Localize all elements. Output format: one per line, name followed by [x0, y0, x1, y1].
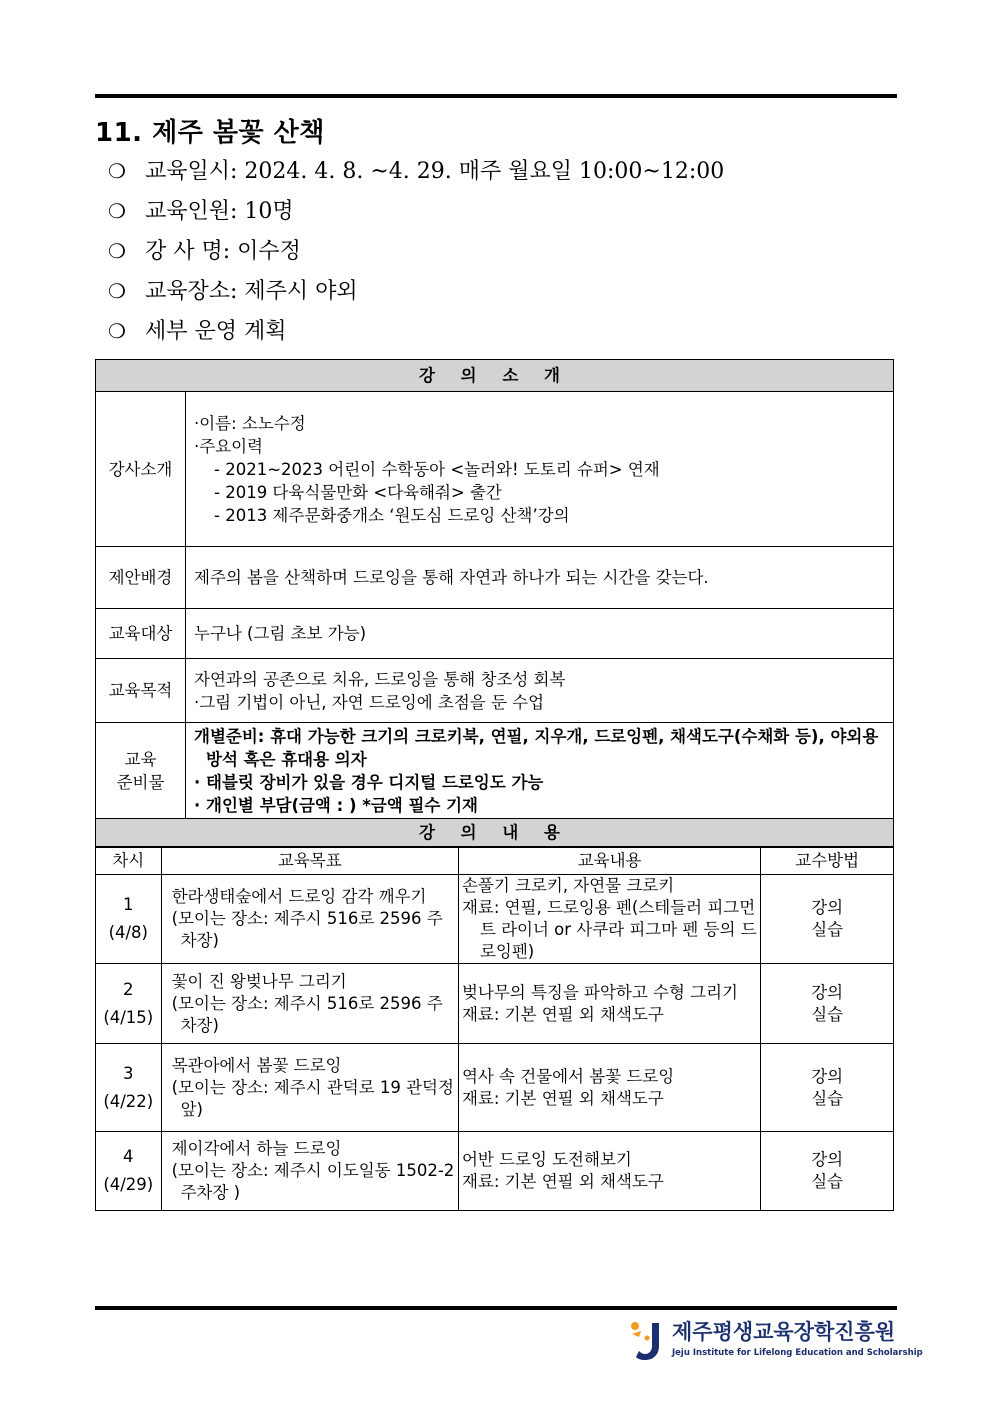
method-cell: 강의 실습: [761, 964, 893, 1044]
goal-cell: 꽃이 진 왕벚나무 그리기 (모이는 장소: 제주시 516로 2596 주차장): [161, 964, 458, 1044]
label-instructor: 강사소개: [96, 392, 186, 547]
session-cell: 2 (4/15): [96, 964, 161, 1044]
label-target: 교육대상: [96, 609, 186, 659]
circle-bullet-icon: ❍: [108, 239, 126, 263]
bottom-rule: [95, 1306, 897, 1310]
section-title-intro: 강 의 소 개: [96, 360, 894, 392]
content-cell: 벚나무의 특징을 파악하고 수형 그리기 재료: 기본 연필 외 채색도구: [458, 964, 760, 1044]
content-cell: 역사 속 건물에서 봄꽃 드로잉 재료: 기본 연필 외 채색도구: [458, 1044, 760, 1132]
goal-text: 자연과의 공존으로 치유, 드로잉을 통해 창조성 회복 ·그림 기법이 아닌, 자연 드로잉에 초점을 둔 수업: [186, 659, 894, 723]
content-cell: 손풀기 크로키, 자연물 크로키 재료: 연필, 드로잉용 펜(스테들러 피그먼트 라이너 or 사쿠라 피그마 펜 등의 드로잉펜): [458, 875, 760, 964]
top-rule: [95, 94, 897, 98]
summary-place: ❍ 교육장소: 제주시 야외: [108, 272, 724, 312]
background-text: 제주의 봄을 산책하며 드로잉을 통해 자연과 하나가 되는 시간을 갖는다.: [186, 547, 894, 609]
plan-table: [95, 359, 894, 1211]
column-header-session: 차시: [96, 848, 161, 875]
schedule-table: [96, 847, 893, 1210]
table-row: [96, 1044, 893, 1132]
logo-text: [672, 1318, 923, 1359]
schedule-container: [96, 847, 894, 1211]
goal-cell: 한라생태숲에서 드로잉 감각 깨우기 (모이는 장소: 제주시 516로 2596 주차장): [161, 875, 458, 964]
column-header-goal: 교육목표: [161, 848, 458, 875]
label-background: 제안배경: [96, 547, 186, 609]
summary-schedule: ❍ 교육일시: 2024. 4. 8. ~4. 29. 매주 월요일 10:00~12:00: [108, 152, 724, 192]
jeju-logo-icon: [628, 1318, 666, 1362]
goal-cell: 목관아에서 봄꽃 드로잉 (모이는 장소: 제주시 관덕로 19 관덕정 앞): [161, 1044, 458, 1132]
method-cell: 강의 실습: [761, 1132, 893, 1210]
content-cell: 어반 드로잉 도전해보기 재료: 기본 연필 외 채색도구: [458, 1132, 760, 1210]
org-name-korean: 제주평생교육장학진흥원: [672, 1320, 896, 1344]
table-row: [96, 1132, 893, 1210]
summary-instructor: ❍ 강 사 명: 이수정: [108, 232, 724, 272]
circle-bullet-icon: ❍: [108, 279, 126, 303]
org-name-english: Jeju Institute for Lifelong Education and Scholarship: [672, 1348, 923, 1358]
table-row: [96, 964, 893, 1044]
target-text: 누구나 (그림 초보 가능): [186, 609, 894, 659]
label-materials: 교육 준비물: [96, 723, 186, 819]
method-cell: 강의 실습: [761, 1044, 893, 1132]
session-cell: 1 (4/8): [96, 875, 161, 964]
session-cell: 3 (4/22): [96, 1044, 161, 1132]
circle-bullet-icon: ❍: [108, 319, 126, 343]
label-goal: 교육목적: [96, 659, 186, 723]
table-row: [96, 875, 893, 964]
page-title: 11. 제주 봄꽃 산책: [95, 118, 325, 148]
column-header-content: 교육내용: [458, 848, 760, 875]
summary-plan: ❍ 세부 운영 계획: [108, 312, 724, 352]
summary-list: [108, 152, 724, 352]
materials-text: 개별준비: 휴대 가능한 크기의 크로키북, 연필, 지우개, 드로잉펜, 채색도구(수채화 등), 야외용 방석 혹은 휴대용 의자 · 태블릿 장비가 있을 경우 디지털 드로잉도 가능 · 개인별 부담(금액 : ) *금액 필수 기재: [186, 723, 894, 819]
org-logo: [628, 1318, 923, 1362]
circle-bullet-icon: ❍: [108, 199, 126, 223]
column-header-method: 교수방법: [761, 848, 893, 875]
method-cell: 강의 실습: [761, 875, 893, 964]
circle-bullet-icon: ❍: [108, 159, 126, 183]
section-title-content: 강 의 내 용: [96, 819, 894, 847]
session-cell: 4 (4/29): [96, 1132, 161, 1210]
goal-cell: 제이각에서 하늘 드로잉 (모이는 장소: 제주시 이도일동 1502-2 주차장 ): [161, 1132, 458, 1210]
instructor-info: ·이름: 소노수정 ·주요이력 - 2021~2023 어린이 수학동아 <놀러와! 도토리 슈퍼> 연재 - 2019 다육식물만화 <다육해줘> 출간 - 2013 제주문화중개소 ‘원도심 드로잉 산책’강의: [186, 392, 894, 547]
summary-capacity: ❍ 교육인원: 10명: [108, 192, 724, 232]
